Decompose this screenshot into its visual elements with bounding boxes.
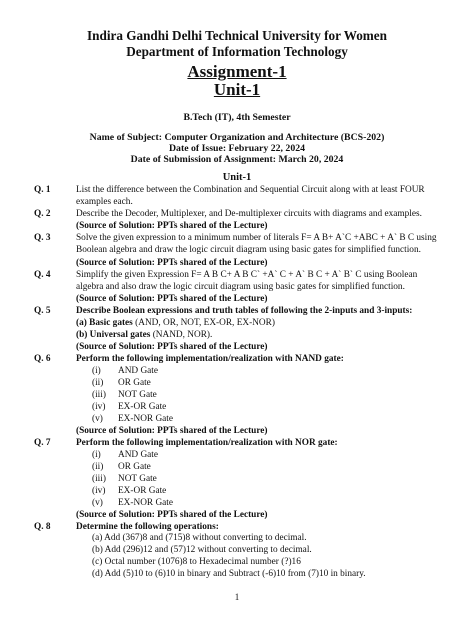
list-item: EX-NOR Gate <box>118 414 173 424</box>
page-number: 1 <box>234 592 240 602</box>
list-item: EX-OR Gate <box>118 486 167 496</box>
list-item: AND Gate <box>118 450 159 460</box>
list-number: (v) <box>92 414 103 424</box>
question-number: Q. 8 <box>34 522 51 532</box>
operation-item: (c) Octal number (1076)8 to Hexadecimal number (?)16 <box>92 557 301 567</box>
source-note: (Source of Solution: PPTs shared of the Lecture) <box>76 221 268 231</box>
part-text: (NAND, NOR). <box>150 330 213 340</box>
question-text: Simplify the given Expression F= A B C+ A B C` +A` C + A` B C + A` B` C using Boolean <box>76 270 418 280</box>
question-text: examples each. <box>76 197 133 207</box>
question-number: Q. 7 <box>34 438 51 448</box>
list-number: (i) <box>92 366 101 376</box>
question-number: Q. 3 <box>34 233 51 243</box>
source-note: (Source of Solution: PPTs shared of the Lecture) <box>76 426 268 436</box>
question-number: Q. 6 <box>34 354 51 364</box>
list-item: EX-OR Gate <box>118 402 167 412</box>
question-text: algebra and also draw the logic circuit diagram using basic gates for simplified function. <box>76 282 405 292</box>
university-name: Indira Gandhi Delhi Technical University for Women <box>87 28 387 43</box>
question-text: Perform the following implementation/realization with NOR gate: <box>76 438 338 448</box>
question-text: Determine the following operations: <box>76 522 219 532</box>
part-text: (AND, OR, NOT, EX-OR, EX-NOR) <box>132 318 275 328</box>
list-number: (v) <box>92 498 103 508</box>
operation-item: (a) Add (367)8 and (715)8 without converting to decimal. <box>92 533 307 543</box>
question-text: Perform the following implementation/realization with NAND gate: <box>76 354 344 364</box>
question-number: Q. 1 <box>34 185 51 195</box>
part-label: (a) Basic gates <box>76 318 133 328</box>
submission-date: Date of Submission of Assignment: March 20, 2024 <box>130 154 344 165</box>
issue-date: Date of Issue: February 22, 2024 <box>168 143 306 154</box>
question-text: List the difference between the Combination and Sequential Circuit along with at least FOUR <box>76 185 425 195</box>
question-text: Describe Boolean expressions and truth tables of following the 2-inputs and 3-inputs: <box>76 306 413 316</box>
question-number: Q. 2 <box>34 209 51 219</box>
source-note: (Source of Solution: PPTs shared of the Lecture) <box>76 510 268 520</box>
list-item: AND Gate <box>118 366 159 376</box>
section-title: Unit-1 <box>222 172 252 183</box>
operation-item: (d) Add (5)10 to (6)10 in binary and Subtract (-6)10 from (7)10 in binary. <box>92 569 366 579</box>
list-number: (iii) <box>92 390 106 400</box>
question-text: Describe the Decoder, Multiplexer, and De-multiplexer circuits with diagrams and examples. <box>76 209 422 219</box>
list-number: (iii) <box>92 474 106 484</box>
part-label: (b) Universal gates <box>76 330 151 340</box>
source-note: (Source of Solution: PPTs shared of the Lecture) <box>76 258 268 268</box>
question-number: Q. 4 <box>34 270 51 280</box>
list-item: OR Gate <box>118 462 151 472</box>
list-number: (iv) <box>92 402 106 412</box>
question-text: Boolean algebra and draw the logic circuit diagram using basic gates for simplified function. <box>76 245 421 255</box>
question-number: Q. 5 <box>34 306 51 316</box>
list-number: (ii) <box>92 462 104 472</box>
subject-line: Name of Subject: Computer Organization and Architecture (BCS-202) <box>89 132 385 143</box>
program-line: B.Tech (IT), 4th Semester <box>183 112 291 123</box>
list-number: (i) <box>92 450 101 460</box>
source-note: (Source of Solution: PPTs shared of the Lecture) <box>76 342 268 352</box>
unit-title: Unit-1 <box>213 80 261 99</box>
list-item: OR Gate <box>118 378 151 388</box>
department-name: Department of Information Technology <box>126 44 348 59</box>
list-item: NOT Gate <box>118 390 157 400</box>
list-number: (iv) <box>92 486 106 496</box>
list-item: EX-NOR Gate <box>118 498 173 508</box>
question-text: Solve the given expression to a minimum number of literals F= A B+ A`C +ABC + A` B C using <box>76 233 437 243</box>
operation-item: (b) Add (296)12 and (57)12 without converting to decimal. <box>92 545 312 555</box>
source-note: (Source of Solution: PPTs shared of the Lecture) <box>76 294 268 304</box>
list-item: NOT Gate <box>118 474 157 484</box>
list-number: (ii) <box>92 378 104 388</box>
assignment-title: Assignment-1 <box>187 62 287 81</box>
